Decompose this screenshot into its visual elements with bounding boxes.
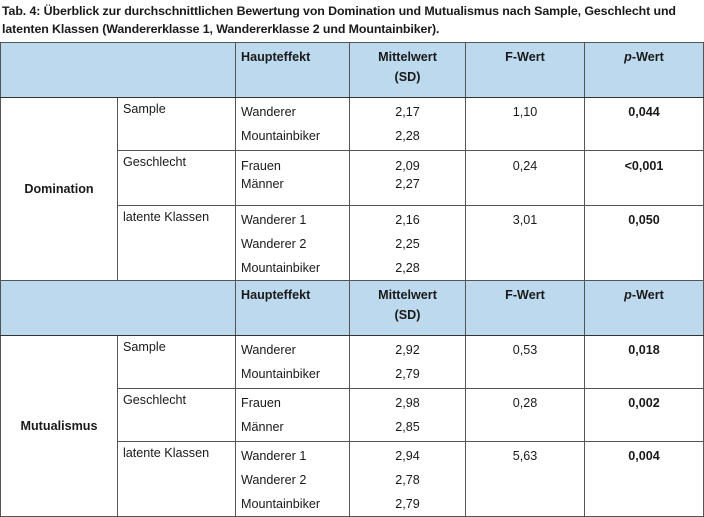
sub-label: Geschlecht [118,151,236,206]
effect-value: Wanderer 2 [241,473,307,487]
mean-cell [350,98,466,151]
header-f: F-Wert [466,281,585,336]
effect-value: Mountainbiker [241,497,321,511]
mean-value: 2,94 [395,449,420,463]
header-effect: Haupteffekt [236,43,350,98]
sub-label: Geschlecht [118,389,236,442]
p-value: 0,018 [628,343,660,357]
effect-cell [236,336,350,389]
p-cell [585,206,704,281]
header-p [585,43,704,98]
f-value: 0,53 [512,343,538,357]
header-mean-line2: (SD) [394,70,421,84]
p-value: 0,002 [628,396,660,410]
header-p-suffix: -Wert [631,50,664,64]
effect-cell [236,98,350,151]
results-table [0,42,704,517]
mean-value: 2,17 [395,105,420,119]
header-mean [350,43,466,98]
p-cell [585,151,704,206]
header-effect: Haupteffekt [236,281,350,336]
f-cell [466,336,585,389]
sub-label: latente Klassen [118,206,236,281]
header-row [1,43,704,98]
effect-value: Mountainbiker [241,261,321,275]
p-cell [585,336,704,389]
effect-value: Wanderer 1 [241,449,307,463]
mean-value: 2,16 [395,213,420,227]
group-label-domination: Domination [1,98,118,281]
f-cell [466,206,585,281]
effect-value: Mountainbiker [241,367,321,381]
mean-cell [350,206,466,281]
effect-value: Frauen [241,396,281,410]
mean-value: 2,98 [395,396,420,410]
header-row [1,281,704,336]
f-cell [466,442,585,517]
mean-value: 2,28 [395,261,420,275]
mean-value: 2,78 [395,473,420,487]
effect-value: Wanderer [241,105,296,119]
header-p-italic: p [624,288,632,302]
header-p-suffix: -Wert [631,288,664,302]
f-value: 5,63 [512,449,538,463]
effect-value: Wanderer [241,343,296,357]
mean-value: 2,79 [395,497,420,511]
p-value: 0,044 [628,105,660,119]
p-cell [585,98,704,151]
header-mean-line1: Mittelwert [378,50,437,64]
mean-value: 2,85 [395,420,420,434]
header-blank-cell [1,281,236,336]
p-cell [585,389,704,442]
f-value: 0,24 [512,159,538,173]
effect-value: Wanderer 1 [241,213,307,227]
f-cell [466,98,585,151]
header-p-italic: p [624,50,632,64]
group-label-mutualismus: Mutualismus [1,336,118,517]
mean-value: 2,09 [395,159,420,173]
f-value: 0,28 [512,396,538,410]
mean-value: 2,27 [395,177,420,191]
mean-value: 2,79 [395,367,420,381]
table-caption: Tab. 4: Überblick zur durchschnittlichen Bewertung von Domination und Mutualismus nach Sample, Geschlecht und latenten Klassen (Wandererklasse 1, Wandererklasse 2 und Mountainbiker). [2,4,676,36]
p-value: 0,050 [628,213,660,227]
f-cell [466,389,585,442]
header-mean-line2: (SD) [394,308,421,322]
effect-value: Frauen [241,159,281,173]
f-cell [466,151,585,206]
effect-cell [236,442,350,517]
effect-cell [236,389,350,442]
mean-cell [350,442,466,517]
header-p [585,281,704,336]
effect-value: Wanderer 2 [241,237,307,251]
table-row [1,98,704,151]
mean-value: 2,28 [395,129,420,143]
effect-cell [236,151,350,206]
sub-label: latente Klassen [118,442,236,517]
mean-cell [350,336,466,389]
header-mean [350,281,466,336]
header-blank-cell [1,43,236,98]
table-row [1,336,704,389]
effect-cell [236,206,350,281]
p-value: 0,004 [628,449,660,463]
mean-cell [350,389,466,442]
sub-label: Sample [118,336,236,389]
sub-label: Sample [118,98,236,151]
f-value: 1,10 [512,105,538,119]
header-mean-line1: Mittelwert [378,288,437,302]
mean-value: 2,25 [395,237,420,251]
p-cell [585,442,704,517]
mean-value: 2,92 [395,343,420,357]
header-f: F-Wert [466,43,585,98]
mean-cell [350,151,466,206]
p-value: <0,001 [624,159,664,173]
f-value: 3,01 [512,213,538,227]
effect-value: Mountainbiker [241,129,321,143]
effect-value: Männer [241,420,284,434]
effect-value: Männer [241,177,284,191]
